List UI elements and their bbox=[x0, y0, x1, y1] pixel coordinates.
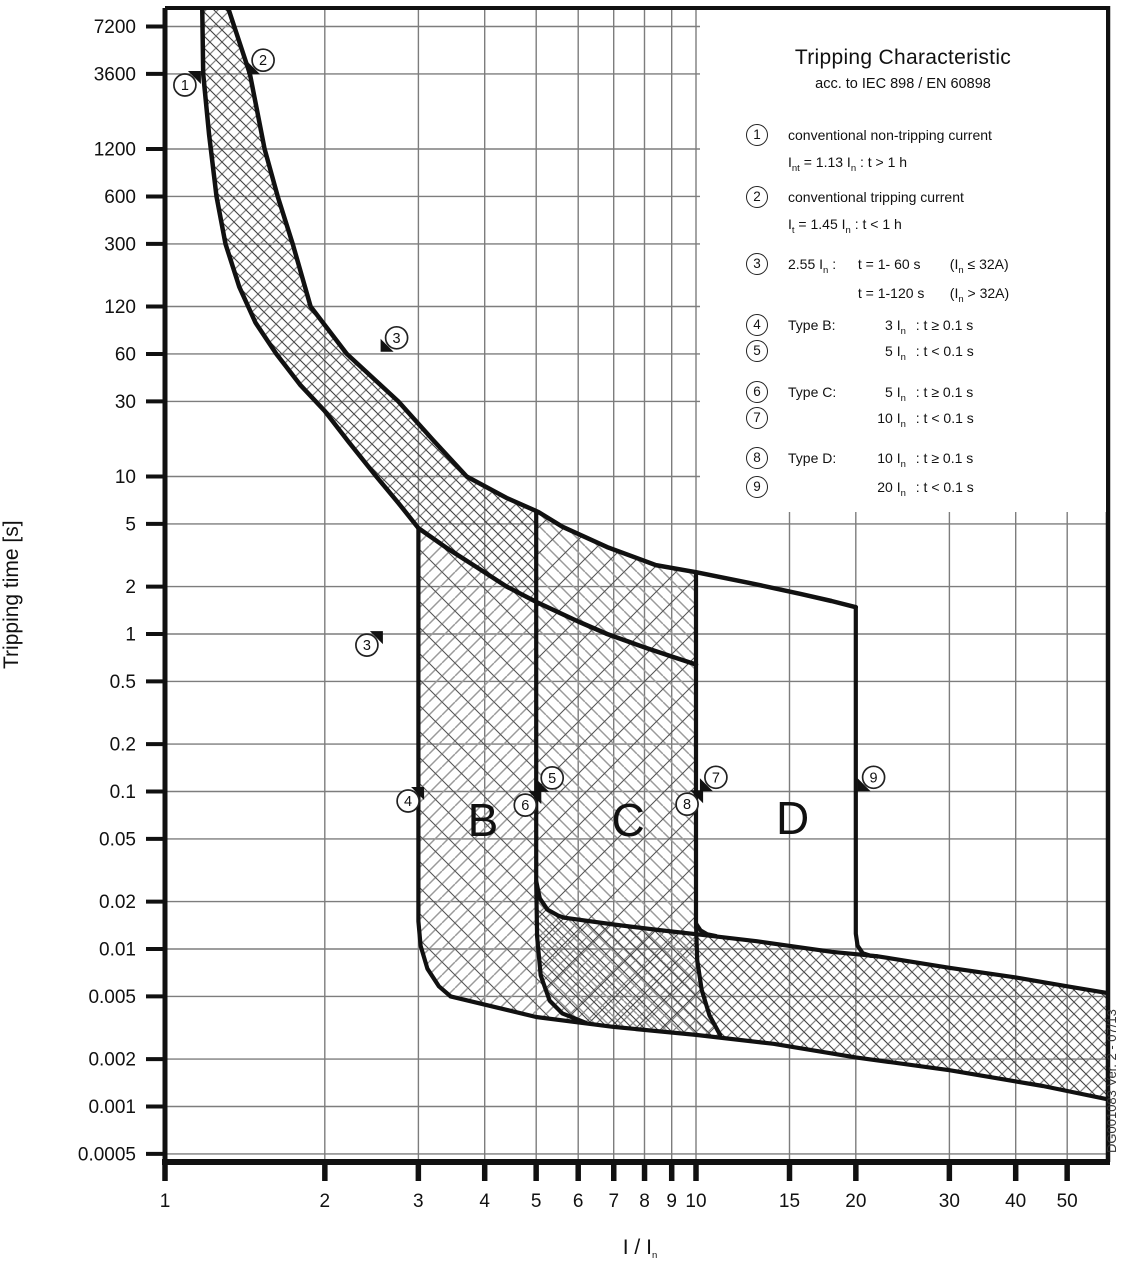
y-tick-label: 1200 bbox=[93, 139, 136, 161]
legend-item-7-mult: 10 $I_n$ bbox=[877, 410, 906, 430]
x-tick-label: 9 bbox=[666, 1191, 677, 1212]
y-tick-label: 0.002 bbox=[88, 1049, 136, 1071]
y-tick-label: 600 bbox=[104, 186, 136, 208]
legend-num-1: 1 bbox=[746, 124, 768, 146]
y-tick-label: 0.2 bbox=[109, 734, 136, 756]
legend-num-5: 5 bbox=[746, 340, 768, 362]
legend-item-5-cond: : t < 0.1 s bbox=[915, 343, 974, 359]
marker-number: 7 bbox=[711, 770, 720, 787]
legend-num-9: 9 bbox=[746, 476, 768, 498]
legend-num-6: 6 bbox=[746, 381, 768, 403]
y-tick-label: 0.5 bbox=[109, 671, 136, 693]
legend-item-7 bbox=[788, 410, 974, 430]
y-tick-label: 10 bbox=[114, 467, 136, 488]
x-tick-label: 50 bbox=[1056, 1191, 1078, 1212]
y-tick-label: 3600 bbox=[93, 64, 136, 86]
region-label-C: C bbox=[611, 793, 645, 846]
marker-1 bbox=[174, 71, 201, 96]
region-label-D: D bbox=[775, 791, 810, 844]
legend-item-3-label: 2.55 $I_n$ : bbox=[788, 256, 837, 276]
y-tick-label: 0.1 bbox=[109, 782, 136, 803]
legend-item-7-cond: : t < 0.1 s bbox=[915, 410, 974, 426]
marker-number: 8 bbox=[683, 797, 692, 814]
legend-item-8-type: Type D: bbox=[788, 450, 837, 466]
marker-number: 1 bbox=[180, 78, 189, 94]
y-tick-label: 0.001 bbox=[88, 1097, 136, 1118]
legend-item-6-cond: : t ≥ 0.1 s bbox=[915, 384, 974, 400]
marker-number: 3 bbox=[392, 330, 401, 347]
marker-number: 3 bbox=[362, 638, 371, 655]
marker-number: 5 bbox=[548, 770, 557, 787]
legend-item-4-cond: : t ≥ 0.1 s bbox=[915, 317, 974, 333]
marker-3 bbox=[381, 327, 408, 352]
chart-subtitle: acc. to IEC 898 / EN 60898 bbox=[815, 76, 991, 92]
x-tick-label: 6 bbox=[572, 1191, 584, 1212]
marker-3 bbox=[356, 631, 383, 656]
legend-item-4-type: Type B: bbox=[788, 317, 836, 333]
x-tick-label: 10 bbox=[685, 1191, 707, 1212]
y-tick-label: 60 bbox=[114, 344, 136, 366]
y-axis-title: Tripping time [s] bbox=[0, 520, 23, 670]
marker-number: 6 bbox=[521, 798, 530, 815]
legend-num-2: 2 bbox=[746, 186, 768, 208]
legend-item-3-line2 bbox=[788, 285, 1009, 305]
y-tick-label: 300 bbox=[104, 234, 136, 256]
legend-item-6 bbox=[788, 384, 973, 404]
legend-item-2-text: conventional tripping current bbox=[788, 189, 964, 205]
x-tick-label: 2 bbox=[319, 1191, 331, 1212]
x-tick-label: 30 bbox=[938, 1191, 960, 1212]
legend-num-8: 8 bbox=[746, 447, 768, 469]
region-label-B: B bbox=[467, 793, 499, 846]
legend-item-6-type: Type C: bbox=[788, 384, 837, 400]
legend-item-3-paren2: $(I_n > 32A)$ bbox=[949, 285, 1010, 305]
y-tick-label: 5 bbox=[125, 514, 136, 536]
x-axis-title: I / $I_n$ bbox=[622, 1236, 658, 1261]
x-tick-label: 1 bbox=[159, 1191, 171, 1212]
y-tick-label: 0.01 bbox=[99, 939, 136, 961]
x-tick-label: 7 bbox=[608, 1191, 620, 1212]
y-tick-label: 7200 bbox=[93, 16, 136, 38]
marker-9 bbox=[858, 766, 885, 791]
legend-item-1-text: conventional non-tripping current bbox=[788, 127, 992, 143]
x-tick-label: 40 bbox=[1005, 1191, 1027, 1212]
y-tick-label: 2 bbox=[125, 577, 136, 599]
legend-item-5-mult: 5 $I_n$ bbox=[885, 343, 906, 363]
legend-num-4: 4 bbox=[746, 314, 768, 336]
legend-item-8-mult: 10 $I_n$ bbox=[877, 450, 906, 470]
legend-num-3: 3 bbox=[746, 253, 768, 275]
x-tick-label: 20 bbox=[845, 1191, 867, 1212]
y-tick-label: 0.005 bbox=[88, 986, 136, 1008]
x-tick-label: 5 bbox=[530, 1191, 542, 1212]
y-tick-label: 30 bbox=[114, 391, 136, 413]
legend-item-9-mult: 20 $I_n$ bbox=[877, 479, 906, 499]
legend bbox=[700, 10, 1106, 512]
chart-title: Tripping Characteristic bbox=[794, 46, 1012, 69]
legend-item-2-formula: $I_t = 1.45$ $I_n$ : t < 1 h bbox=[788, 216, 902, 236]
y-tick-label: 1 bbox=[125, 624, 136, 646]
x-tick-label: 15 bbox=[778, 1191, 801, 1212]
legend-item-3-line1 bbox=[788, 256, 1009, 276]
x-tick-label: 4 bbox=[479, 1191, 490, 1212]
marker-7 bbox=[700, 766, 727, 791]
legend-item-1-formula: $I_{nt} = 1.13$ $I_n$ : t > 1 h bbox=[788, 154, 908, 174]
document-number: DG001083 Ver. 2 - 07/13 bbox=[1104, 1009, 1119, 1153]
y-tick-label: 120 bbox=[104, 297, 136, 319]
legend-item-3-paren: $(I_n \le 32A)$ bbox=[949, 256, 1009, 276]
legend-item-8-cond: : t ≥ 0.1 s bbox=[915, 450, 974, 466]
marker-number: 4 bbox=[404, 794, 413, 810]
x-tick-label: 3 bbox=[413, 1191, 424, 1212]
legend-item-9 bbox=[788, 479, 974, 499]
marker-2 bbox=[247, 49, 274, 74]
y-tick-label: 0.02 bbox=[99, 892, 136, 914]
marker-number: 2 bbox=[259, 53, 268, 70]
x-tick-label: 8 bbox=[639, 1191, 650, 1212]
legend-item-8 bbox=[788, 450, 973, 470]
marker-number: 9 bbox=[869, 770, 878, 787]
legend-item-3-cond: t = 1- 60 s bbox=[857, 256, 921, 272]
legend-item-4 bbox=[788, 317, 973, 337]
y-tick-label: 0.0005 bbox=[77, 1144, 136, 1166]
legend-item-5 bbox=[788, 343, 974, 363]
legend-item-4-mult: 3 $I_n$ bbox=[885, 317, 906, 337]
y-tick-label: 0.05 bbox=[99, 829, 136, 851]
legend-item-3-cond2: t = 1-120 s bbox=[857, 285, 925, 301]
legend-item-9-cond: : t < 0.1 s bbox=[915, 479, 974, 495]
legend-item-6-mult: 5 $I_n$ bbox=[885, 384, 906, 404]
legend-num-7: 7 bbox=[746, 407, 768, 429]
